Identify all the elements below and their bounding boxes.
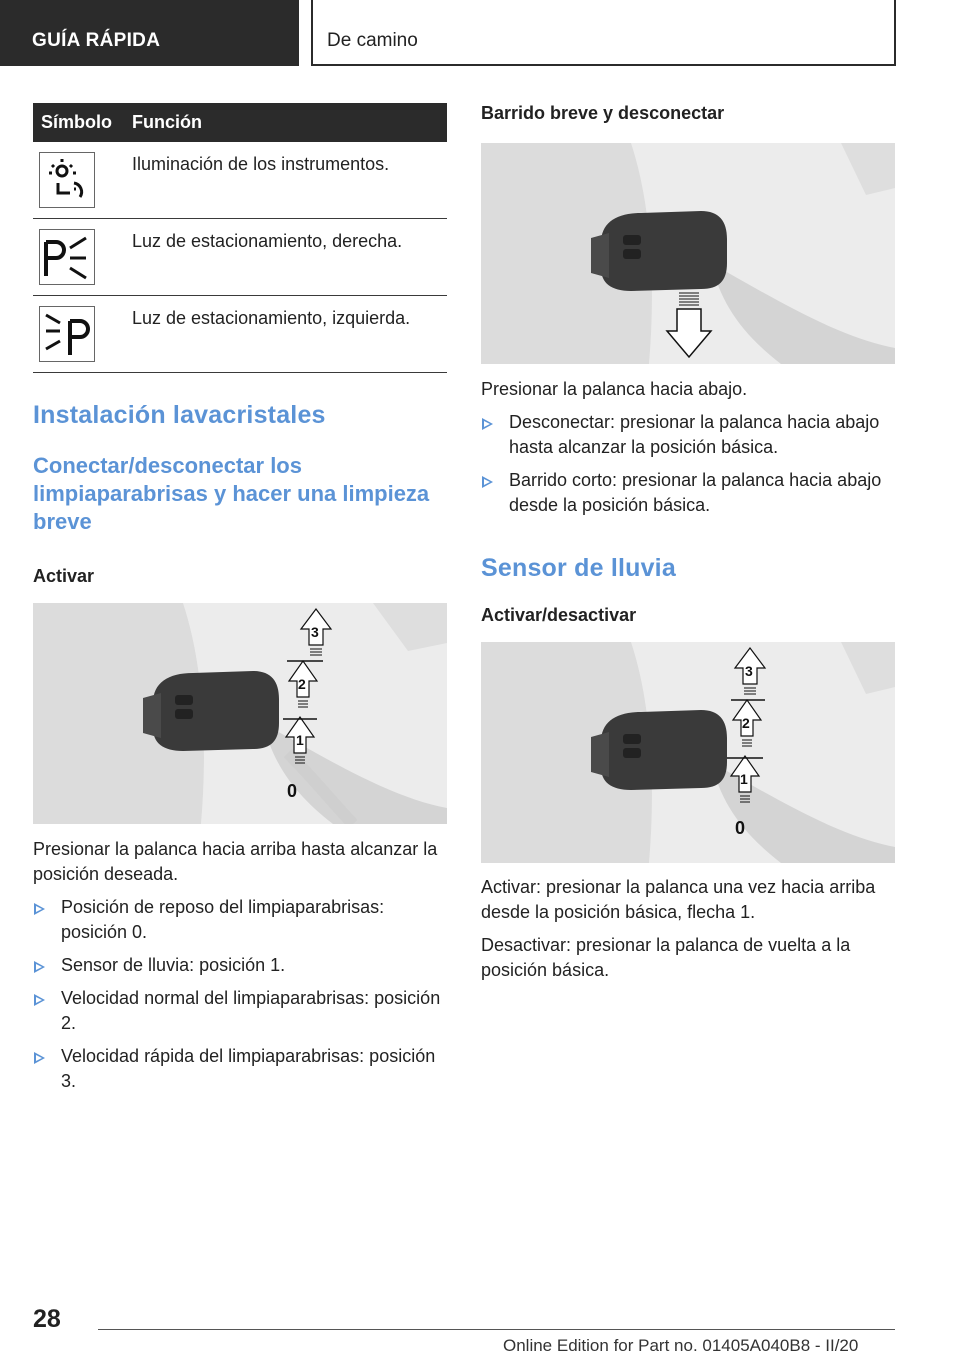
symbol-function-text: Luz de estacionamiento, izquierda. — [132, 296, 447, 373]
swipe-list — [481, 410, 895, 518]
wiper-positions-list — [33, 895, 447, 1094]
right-column — [481, 103, 895, 983]
activar-heading: Activar — [33, 566, 95, 586]
position-label-3: 3 — [311, 624, 319, 640]
triangle-bullet-icon — [34, 1052, 45, 1064]
position-label-0: 0 — [287, 781, 298, 801]
swipe-heading: Barrido breve y desconectar — [481, 103, 725, 123]
subsection-title: Conectar/desconectar los limpiaparabrisas y hacer una limpieza breve — [33, 453, 430, 534]
symbol-function-text: Iluminación de los instrumentos. — [132, 142, 447, 219]
triangle-bullet-icon — [482, 418, 493, 430]
position-label-1: 1 — [296, 732, 304, 748]
list-item: Sensor de lluvia: posición 1. — [33, 953, 447, 978]
parking-light-left-icon — [39, 306, 95, 362]
col-symbol-header: Símbolo — [33, 103, 132, 142]
left-column — [33, 103, 447, 1094]
list-item: Velocidad normal del limpiaparabrisas: posición 2. — [33, 986, 447, 1036]
symbol-function-text: Luz de estacionamiento, derecha. — [132, 219, 447, 296]
list-item: Posición de reposo del limpiaparabrisas: posición 0. — [33, 895, 447, 945]
header-section-tab — [0, 0, 299, 66]
symbol-table-header — [33, 103, 447, 142]
wiper-lever-up-photo — [33, 603, 447, 824]
table-row — [33, 296, 447, 373]
rain-sensor-lever-photo — [481, 642, 895, 863]
list-item: Velocidad rápida del limpiaparabrisas: posición 3. — [33, 1044, 447, 1094]
wiper-lever-down-photo — [481, 143, 895, 364]
footer-divider — [98, 1329, 895, 1330]
rain-activate-text: Activar: presionar la palanca una vez hacia arriba desde la posición básica, flecha 1. — [481, 877, 876, 922]
activar-intro: Presionar la palanca hacia arriba hasta alcanzar la posición deseada. — [33, 839, 438, 884]
header-section-title: GUÍA RÁPIDA — [32, 30, 161, 51]
triangle-bullet-icon — [34, 961, 45, 973]
position-label-3: 3 — [745, 663, 753, 679]
symbol-table — [33, 103, 447, 373]
position-label-2: 2 — [298, 676, 306, 692]
parking-light-right-icon — [39, 229, 95, 285]
instrument-lighting-icon — [39, 152, 95, 208]
list-item: Desconectar: presionar la palanca hacia abajo hasta alcanzar la posición básica. — [481, 410, 895, 460]
col-function-header: Función — [132, 103, 447, 142]
triangle-bullet-icon — [34, 994, 45, 1006]
table-row — [33, 219, 447, 296]
rain-deactivate-text: Desactivar: presionar la palanca de vuelta a la posición básica. — [481, 935, 851, 980]
position-label-2: 2 — [742, 715, 750, 731]
triangle-bullet-icon — [34, 903, 45, 915]
page-number: 28 — [33, 1305, 61, 1333]
list-item: Barrido corto: presionar la palanca hacia abajo desde la posición básica. — [481, 468, 895, 518]
triangle-bullet-icon — [482, 476, 493, 488]
position-label-1: 1 — [740, 771, 748, 787]
section-title: Instalación lavacristales — [33, 401, 326, 429]
header-chapter-title: De camino — [327, 30, 418, 51]
swipe-intro: Presionar la palanca hacia abajo. — [481, 379, 748, 399]
table-row — [33, 142, 447, 219]
rain-sensor-title: Sensor de lluvia — [481, 554, 676, 582]
header-chapter-tab — [311, 0, 896, 66]
position-label-0: 0 — [735, 818, 746, 838]
footer-edition-text: Online Edition for Part no. 01405A040B8 - II/20 — [503, 1336, 859, 1355]
rain-sensor-heading: Activar/desactivar — [481, 605, 637, 625]
